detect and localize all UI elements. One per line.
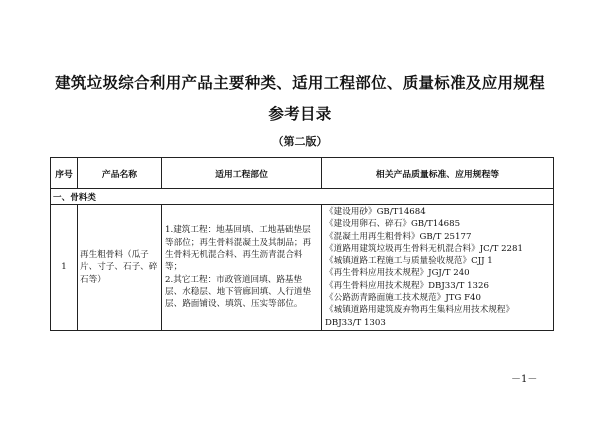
catalog-table <box>50 157 554 331</box>
row-number: 1 <box>51 205 78 331</box>
standard-item: 《混凝土用再生粗骨料》GB/T 25177 <box>325 231 472 242</box>
standard-item: 《再生骨料应用技术规程》JGJ/T 240 <box>325 268 470 279</box>
standard-item: 《建设用卵石、碎石》GB/T14685 <box>325 219 461 230</box>
standard-item: 《建设用砂》GB/T14684 <box>325 207 426 217</box>
section-title: 一、骨料类 <box>51 189 554 205</box>
standard-item: 《城镇道路工程施工与质量验收规范》CJJ 1 <box>325 256 493 267</box>
application-item: 2.其它工程：市政管道回填、路基垫层、水稳层、地下管廊回填、人行道垫层、路面铺设、填筑、压实等部位。 <box>165 274 312 310</box>
section-row <box>51 189 554 205</box>
document-title-line2: 参考目录 <box>268 105 332 123</box>
standard-item: 《城镇道路用建筑废弃物再生集料应用技术规程》DBJ33/T 1303 <box>325 305 515 328</box>
application-item: 1.建筑工程：地基回填、工地基础垫层等部位；再生骨料混凝土及其制品；再生骨料无机混合料、再生沥青混合料等； <box>165 225 312 273</box>
standard-item: 《道路用建筑垃圾再生骨料无机混合料》JC/T 2281 <box>325 243 523 254</box>
header-index: 序号 <box>51 158 78 189</box>
page-number: －1－ <box>511 374 538 385</box>
header-application: 适用工程部位 <box>162 158 322 189</box>
header-standards: 相关产品质量标准、应用规程等 <box>322 158 554 189</box>
standard-item: 《公路沥青路面施工技术规范》JTG F40 <box>325 293 481 304</box>
standards-cell <box>322 205 554 331</box>
table-header-row <box>51 158 554 189</box>
header-product-name: 产品名称 <box>78 158 162 189</box>
product-name: 再生粗骨料（瓜子片、寸子、石子、碎石等） <box>78 205 162 331</box>
standard-item: 《再生骨料应用技术规程》DBJ33/T 1326 <box>325 280 489 291</box>
edition-label: （第二版） <box>272 135 328 148</box>
document-title-line1: 建筑垃圾综合利用产品主要种类、适用工程部位、质量标准及应用规程 <box>55 74 545 92</box>
application-cell <box>162 205 322 331</box>
table-row <box>51 205 554 331</box>
